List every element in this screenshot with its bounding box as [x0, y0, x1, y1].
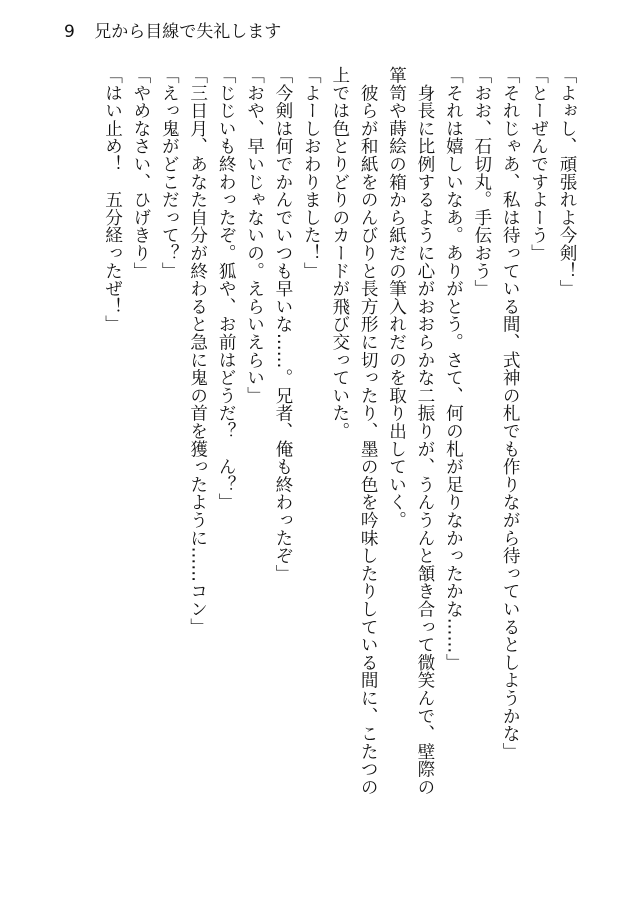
text-line: 「とーぜんですよーう」 — [528, 66, 549, 262]
text-line: 「よーしおわりました！」 — [301, 66, 322, 280]
text-line: 箪笥や蒔絵の箱から紙だの筆入れだのを取り出していく。 — [386, 66, 407, 529]
text-line: 彼らが和紙をのんびりと長方形に切ったり、墨の色を吟味したりしている間に、こたつの — [358, 66, 379, 796]
text-line: 「じじいも終わったぞ。狐や、お前はどうだ？ ん？」 — [216, 66, 237, 511]
text-line: 「今剣は何でかんでいつも早いな……。兄者、俺も終わったぞ」 — [272, 66, 293, 583]
text-line: 上では色とりどりのカードが飛び交っていた。 — [329, 66, 350, 440]
page-header — [64, 22, 281, 42]
text-line: 身長に比例するように心がおおらかな二振りが、うんうんと頷き合って微笑んで、壁際の — [414, 66, 435, 796]
chapter-title: 兄から目線で失礼します — [94, 22, 282, 42]
text-line: 「おお、石切丸。手伝おう」 — [471, 66, 492, 298]
text-line: 「それは嬉しいなあ。ありがとう。さて、何の札が足りなかったかな……」 — [443, 66, 464, 672]
text-line: 「三日月、あなた自分が終わると急に鬼の首を獲ったように……コン」 — [187, 66, 208, 636]
text-line: 「それじゃあ、私は待っている間、式神の札でも作りながら待っているとしようかな」 — [500, 66, 521, 761]
novel-body — [98, 66, 581, 878]
text-line: 「やめなさい、ひげきり」 — [130, 66, 151, 280]
page-number: 9 — [64, 22, 75, 42]
text-line: 「おや、早いじゃないの。えらいえらい」 — [244, 66, 265, 405]
text-line: 「えっ鬼がどこだって？」 — [159, 66, 180, 280]
text-line: 「はい止め！ 五分経ったぜ！」 — [102, 66, 123, 333]
text-line: 「よぉし、頑張れよ今剣！」 — [557, 66, 577, 298]
